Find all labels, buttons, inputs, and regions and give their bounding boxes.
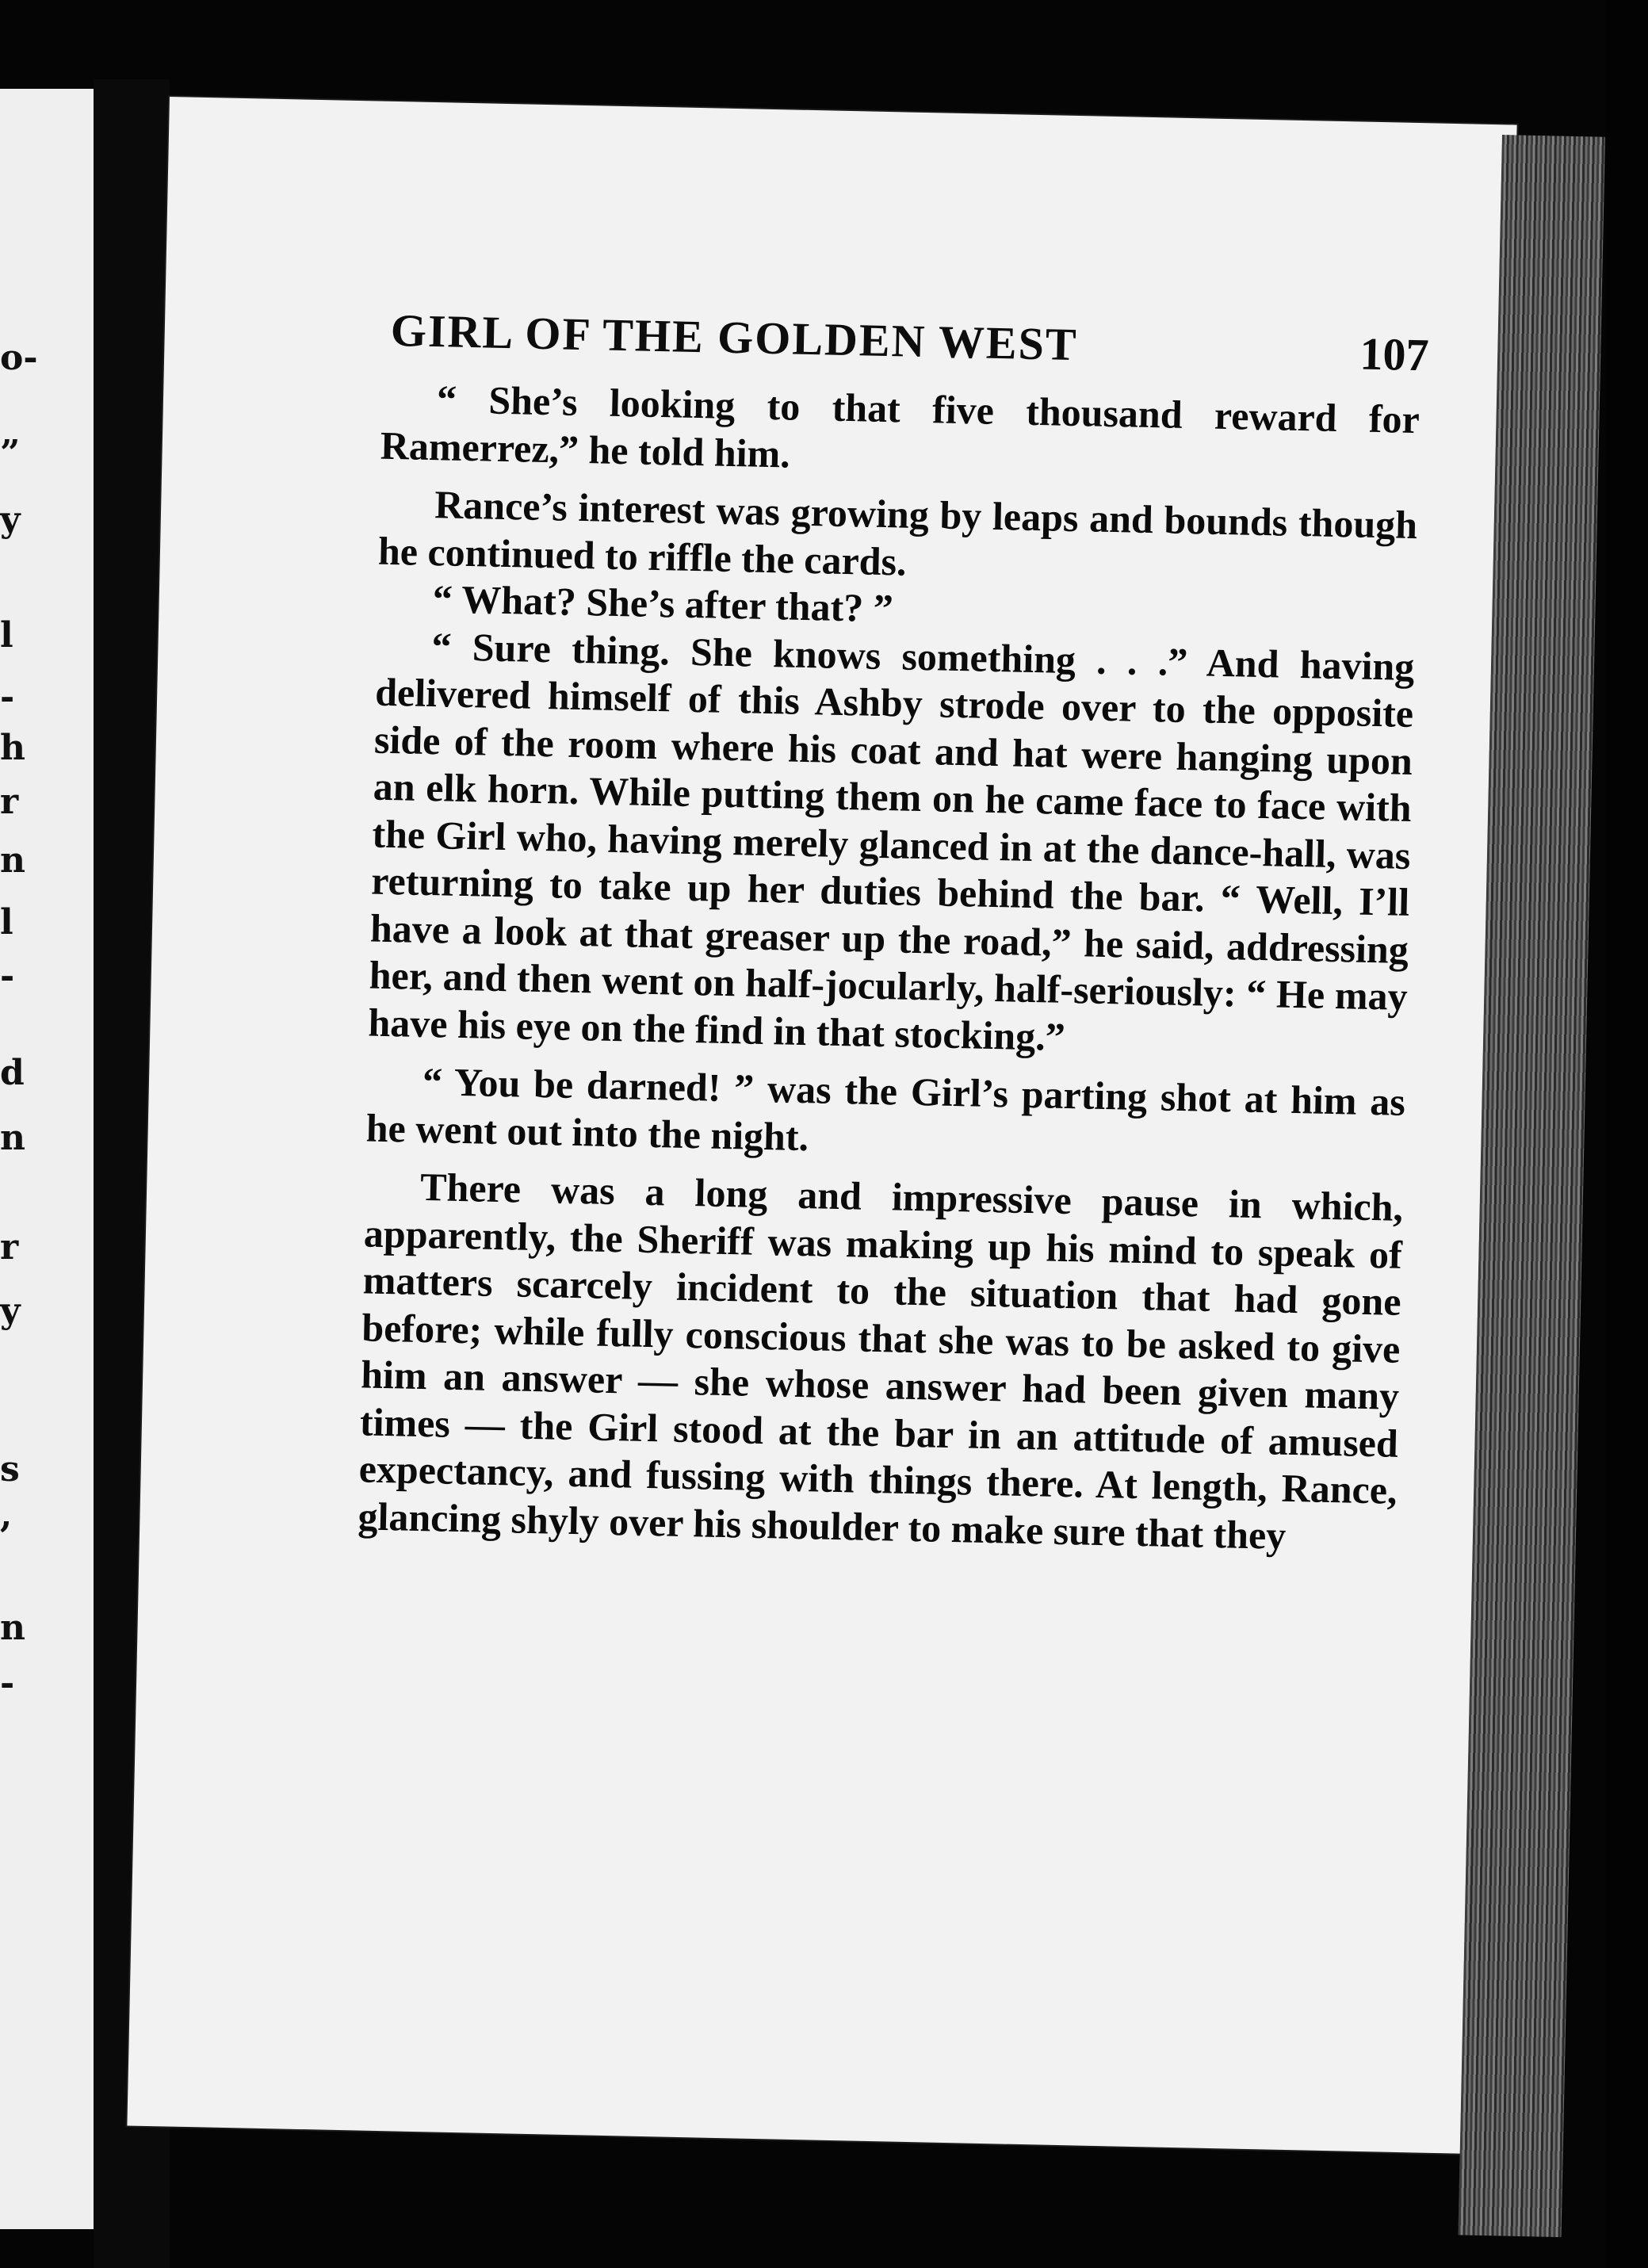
left-page-fragment: n (0, 840, 25, 881)
body-text (358, 375, 1420, 1562)
page-number: 107 (1359, 327, 1430, 381)
paragraph: “ She’s looking to that five thousand reward for Ramerrez,” he told him. (380, 377, 1420, 476)
paragraph: “ You be darned! ” was the Girl’s parting shot at him as he went out into the night. (365, 1058, 1406, 1159)
paragraph: “ What? She’s after that? ” (432, 576, 894, 631)
left-page-fragment: n (0, 1118, 25, 1158)
paragraph: “ Sure thing. She knows something . . .” And having delivered himself of this Ashby strode over to the opposite side of the room where his coat and hat were hanging upon an elk horn. While putting them on he came face to face with the Girl who, having merely glanced in at the dance-hall, was returning to take up her duties behind the bar. “ Well, I’ll have a look at that greaser up the road,” he said, addressing her, and then went on half-jocularly, half-seriously: “ He may have his eye on the find in that stocking.” (368, 623, 1415, 1059)
left-page-fragment: - (0, 1663, 15, 1704)
left-page-fragment: n (0, 1608, 25, 1648)
scan-background (1605, 0, 1648, 2268)
left-page-fragment: r (0, 782, 19, 822)
left-page-fragment: - (0, 677, 15, 717)
left-page-fragment: ” (0, 433, 21, 473)
left-page-fragment: - (0, 956, 15, 996)
running-title: GIRL OF THE GOLDEN WEST (390, 304, 1079, 371)
paragraph: Rance’s interest was growing by leaps and bounds though he continued to riffle the cards. (377, 482, 1418, 584)
left-page-fragment: o- (0, 338, 38, 378)
left-page-fragment: l (0, 615, 13, 656)
left-page-fragment: , (0, 1495, 13, 1536)
left-page-fragment: y (0, 1291, 21, 1331)
left-page-fragment: y (0, 499, 21, 540)
left-page-fragment: d (0, 1053, 25, 1093)
left-page-fragment: s (0, 1449, 20, 1490)
left-page-fragment: l (0, 902, 13, 943)
left-facing-page (0, 89, 94, 2229)
paragraph: There was a long and impressive pause in which, apparently, the Sheriff was making up his mind to speak of matters scarcely incident to the situation that had gone before; while fully conscious that she was to be asked to give him an answer — she whose answer had been given many times — the Girl stood at the bar in an attitude of amused expectancy, and fussing with things there. At length, Rance, glancing shyly over his shoulder to make sure that they (357, 1164, 1404, 1558)
left-page-fragment: r (0, 1227, 19, 1268)
book-page (127, 97, 1516, 2154)
left-page-fragment: h (0, 728, 25, 768)
